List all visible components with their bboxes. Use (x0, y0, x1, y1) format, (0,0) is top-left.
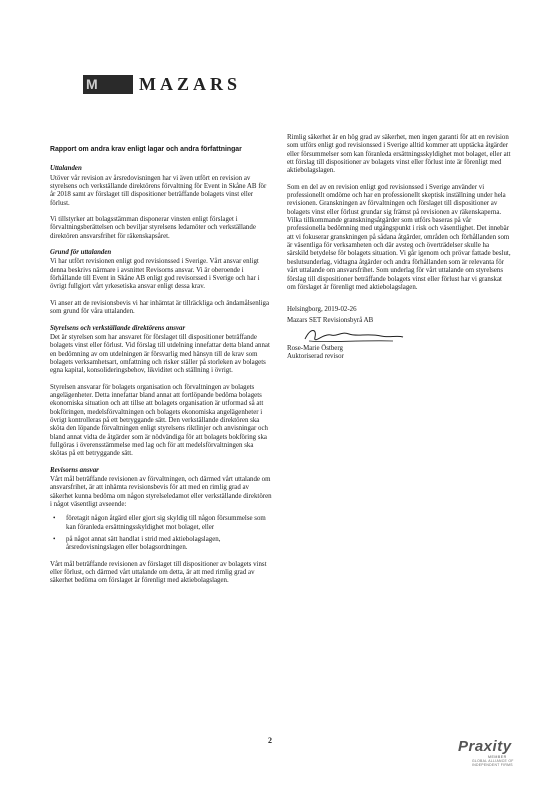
paragraph: Vi anser att de revisionsbevis vi har inhämtat är tillräckliga och ändamålsenliga som grund för våra uttalanden. (50, 299, 270, 316)
logo-name: MAZARS (139, 73, 242, 94)
left-column (50, 146, 272, 594)
praxity-logo (458, 738, 528, 767)
paragraph: Vårt mål beträffande revisionen av förvaltningen, och därmed vårt uttalande om ansvarsfrihet, är att inhämta revisionsbevis för att med en rimlig grad av säkerhet kunna bedöma om någon styrelseledamot eller verkställande direktören i något väsentligt avseende: (50, 476, 272, 509)
paragraph: Vårt mål beträffande revisionen av förslaget till dispositioner av bolagets vinst eller förlust, och därmed vårt uttalande om detta, är att med rimlig grad av säkerhet bedöma om förslaget är förenligt med aktiebolagslagen. (50, 560, 267, 585)
page-number: 2 (268, 736, 272, 745)
paragraph: Utöver vår revision av årsredovisningen har vi även utfört en revision av styrelsens och verkställande direktörens förvaltning för Event in Skåne AB för år 2018 samt av förslaget till dispositioner beträffande bolagets vinst eller förlust. (50, 174, 267, 207)
paragraph: Som en del av en revision enligt god revisionssed i Sverige använder vi professionellt omdöme och har en professionellt skeptisk inställning under hela revisionen. Granskningen av förvaltningen och förslaget till dispositioner av bolagets vinst eller förlust grundar sig främst på revisionen av räkenskaperna. Vilka tillkommande granskningsåtgärder som utförs baseras på vår professionella bedömning med utgångspunkt i risk och väsentlighet. Det innebär att vi fokuserar granskningen på sådana åtgärder, områden och förhållanden som är väsentliga för verksamheten och där avsteg och överträdelser skulle ha särskild betydelse för bolagets situation. Vi går igenom och prövar fattade beslut, beslutsunderlag, vidtagna åtgärder och andra förhållanden som är relevanta för vårt uttalande om ansvarsfrihet. Som underlag för vårt uttalande om styrelsens förslag till dispositioner beträffande bolagets vinst eller förlust har vi granskat om förslaget är förenligt med aktiebolagslagen. (287, 183, 511, 291)
paragraph: Styrelsen ansvarar för bolagets organisation och förvaltningen av bolagets angelägenheter. Detta innefattar bland annat att fortlöpande bedöma bolagets ekonomiska situation och att tillse att bolagets organisation är utformad så att bokföringen, medelsförvaltningen och bolagets ekonomiska angelägenheter i övrigt kontrolleras på ett betryggande sätt. Den verkställande direktören ska sköta den löpande förvaltningen enligt styrelsens riktlinjer och anvisningar och bland annat vidta de åtgärder som är nödvändiga för att bolagets bokföring ska fullgöras i överensstämmelse med lag och för att medelsförvaltningen ska skötas på ett betryggande sätt. (50, 383, 268, 458)
auditor-name: Rose-Marie Östberg (287, 344, 343, 352)
section-heading: Styrelsens och verkställande direktörens ansvar (50, 324, 186, 332)
report-title: Rapport om andra krav enligt lagar och andra författningar (50, 146, 242, 153)
paragraph: Det är styrelsen som har ansvaret för förslaget till dispositioner beträffande bolagets vinst eller förlust. Vid förslag till utdelning innefattar detta bland annat en bedömning av om utdelningen är försvarlig med hänsyn till de krav som bolagets verksamhetsart, omfattning och risker ställer på storleken av bolagets egna kapital, konsolideringsbehov, likviditet och ställning i övrigt. (50, 333, 270, 375)
handwritten-signature (297, 325, 511, 345)
list-item (50, 515, 272, 532)
section-revisorns-ansvar (50, 467, 272, 586)
place-date: Helsingborg, 2019-02-26 (287, 306, 357, 314)
section-styrelsens-ansvar (50, 325, 272, 459)
section-heading: Grund för uttalanden (50, 249, 112, 257)
list-item (50, 536, 272, 553)
right-column (287, 134, 511, 362)
mazars-logo (83, 74, 241, 94)
bullet-icon: • (53, 515, 56, 523)
list-item-text: på något annat sätt handlat i strid med aktiebolagslagen, årsredovisningslagen eller bolagsordningen. (66, 536, 221, 552)
paragraph: Vi har utfört revisionen enligt god revisionssed i Sverige. Vårt ansvar enligt denna beskrivs närmare i avsnittet Revisorns ansvar. Vi är oberoende i förhållande till Event in Skåne AB enligt god revisorssed i Sverige och har i övrigt fullgjort vårt yrkesetiska ansvar enligt dessa krav. (50, 258, 260, 291)
section-grund (50, 249, 272, 316)
praxity-member: MEMBER (488, 755, 507, 759)
signature-block (287, 306, 511, 362)
paragraph: Vi tillstyrker att bolagsstämman disponerar vinsten enligt förslaget i förvaltningsberättelsen och beviljar styrelsens ledamöter och verkställande direktören ansvarsfrihet för räkenskapsåret. (50, 216, 256, 240)
auditor-role: Auktoriserad revisor (287, 353, 344, 361)
signature-scribble (297, 325, 407, 347)
logo-mark (83, 75, 133, 94)
praxity-wordmark: Praxity (458, 738, 512, 755)
audit-firm: Mazars SET Revisionsbyrå AB (287, 316, 374, 324)
section-heading: Uttalanden (50, 165, 82, 173)
list-item-text: företagit någon åtgärd eller gjort sig skyldig till någon försummelse som kan föranleda ersättningsskyldighet mot bolaget, eller (66, 515, 266, 531)
bullet-icon: • (53, 536, 56, 544)
paragraph: Rimlig säkerhet är en hög grad av säkerhet, men ingen garanti för att en revision som utförs enligt god revisionssed i Sverige alltid kommer att upptäcka åtgärder eller försummelser som kan föranleda ersättningsskyldighet mot bolaget, eller att ett förslag till dispositioner av bolagets vinst eller förlust inte är förenligt med aktiebolagslagen. (287, 134, 511, 175)
section-heading: Revisorns ansvar (50, 466, 99, 474)
praxity-tagline: GLOBAL ALLIANCE OF INDEPENDENT FIRMS (472, 759, 514, 767)
bullet-list (50, 515, 272, 552)
section-uttalanden (50, 165, 272, 241)
logo-mark-letter: M (86, 75, 99, 92)
